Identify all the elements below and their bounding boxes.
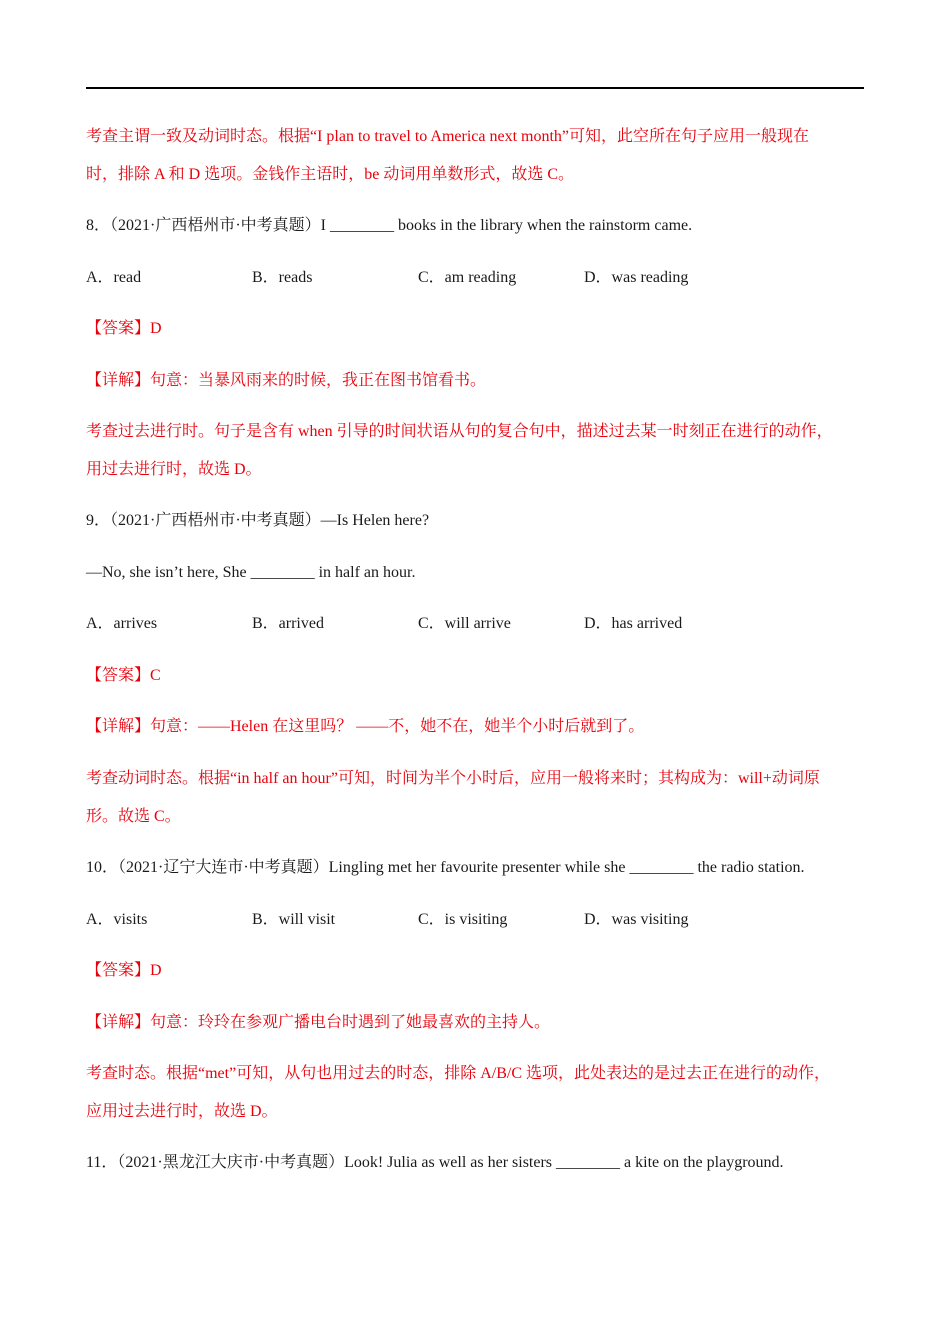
- q11-stem: 11．（2021·黑龙江大庆市·中考真题）Look! Julia as well as her sisters ________ a kite on the playground.: [86, 1154, 784, 1171]
- q9-stem-line-2: —No, she isn’t here, She ________ in half an hour.: [86, 564, 416, 581]
- header-rule: [86, 87, 864, 89]
- q9-option-a: A．arrives: [86, 615, 158, 632]
- q9-analysis-line-2: 形。故选 C。: [86, 808, 181, 825]
- q10-analysis-line-1: 考查时态。根据“met”可知，从句也用过去的时态，排除 A/B/C 选项，此处表达的是过去正在进行的动作，: [86, 1065, 830, 1082]
- q8-analysis-line-2: 用过去进行时，故选 D。: [86, 461, 262, 478]
- q9-option-d: D．has arrived: [584, 615, 683, 632]
- q8-stem: 8．（2021·广西梧州市·中考真题）I ________ books in the library when the rainstorm came.: [86, 217, 693, 234]
- q8-option-c: C．am reading: [418, 269, 517, 286]
- q10-analysis-line-2: 应用过去进行时，故选 D。: [86, 1103, 278, 1120]
- q10-stem: 10．（2021·辽宁大连市·中考真题）Lingling met her favourite presenter while she ________ the radio station.: [86, 859, 805, 876]
- q7-analysis-line-2: 时，排除 A 和 D 选项。金钱作主语时，be 动词用单数形式，故选 C。: [86, 166, 575, 183]
- q10-option-c: C．is visiting: [418, 911, 508, 928]
- q10-option-a: A．visits: [86, 911, 148, 928]
- q8-analysis-line-1: 考查过去进行时。句子是含有 when 引导的时间状语从句的复合句中，描述过去某一时刻正在进行的动作，: [86, 423, 833, 440]
- q9-detail: 【详解】句意：——Helen 在这里吗？ ——不，她不在，她半个小时后就到了。: [86, 718, 645, 735]
- q10-option-b: B．will visit: [252, 911, 336, 928]
- q7-analysis-line-1: 考查主谓一致及动词时态。根据“I plan to travel to America next month”可知，此空所在句子应用一般现在: [86, 128, 810, 145]
- q9-stem: 9．（2021·广西梧州市·中考真题）—Is Helen here?: [86, 512, 430, 529]
- q10-answer: 【答案】D: [86, 962, 162, 979]
- q9-analysis-line-1: 考查动词时态。根据“in half an hour”可知，时间为半个小时后，应用一般将来时；其构成为：will+动词原: [86, 770, 820, 787]
- q8-detail: 【详解】句意：当暴风雨来的时候，我正在图书馆看书。: [86, 372, 487, 389]
- q8-option-b: B．reads: [252, 269, 313, 286]
- q10-option-d: D．was visiting: [584, 911, 689, 928]
- q9-option-c: C．will arrive: [418, 615, 511, 632]
- q9-answer: 【答案】C: [86, 667, 161, 684]
- q9-option-b: B．arrived: [252, 615, 324, 632]
- q8-answer: 【答案】D: [86, 320, 162, 337]
- q8-option-a: A．read: [86, 269, 142, 286]
- q8-option-d: D．was reading: [584, 269, 689, 286]
- q10-detail: 【详解】句意：玲玲在参观广播电台时遇到了她最喜欢的主持人。: [86, 1014, 551, 1031]
